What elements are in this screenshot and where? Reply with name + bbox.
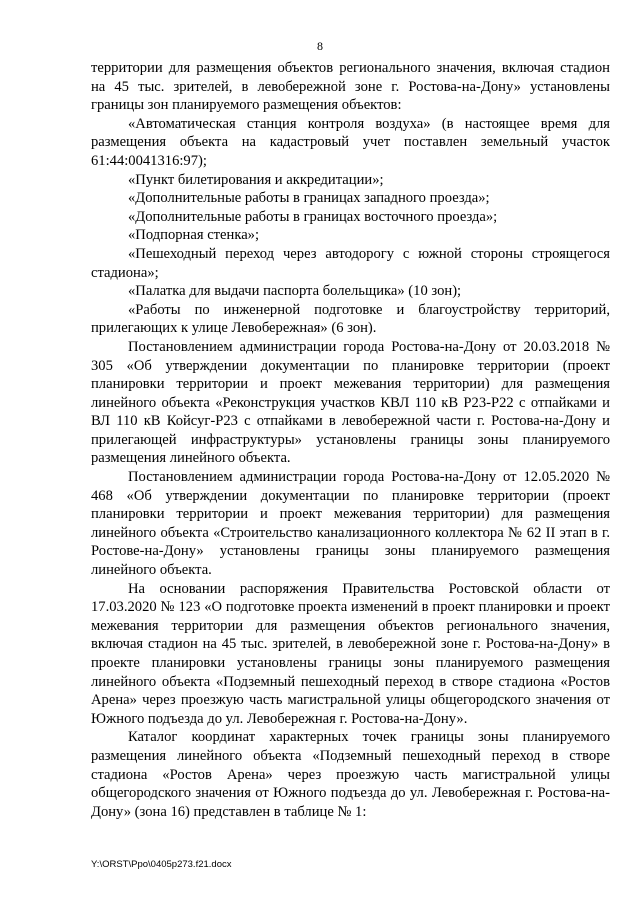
document-body xyxy=(91,59,610,821)
footer-file-path: Y:\ORST\Ppo\0405p273.f21.docx xyxy=(91,859,232,870)
paragraph: Каталог координат характерных точек границы зоны планируемого размещения линейного объекта «Подземный пешеходный переход в створе стадиона «Ростов Арена» через проезжую часть магистральной улицы общегородского значения от Южного подъезда до ул. Левобережная г. Ростова-на-Дону» (зона 16) представлен в таблице № 1: xyxy=(91,729,610,820)
paragraph: «Автоматическая станция контроля воздуха» (в настоящее время для размещения объекта на кадастровый учет поставлен земельный участок 61:44:0041316:97); xyxy=(91,115,610,169)
paragraph: На основании распоряжения Правительства Ростовской области от 17.03.2020 № 123 «О подготовке проекта изменений в проект планировки и проект межевания территории для размещения объектов регионального значения, включая стадион на 45 тыс. зрителей, в левобережной зоне г. Ростова-на-Дону» в проекте планировки установлены границы зоны планируемого размещения линейного объекта «Подземный пешеходный переход в створе стадиона «Ростов Арена» через проезжую часть магистральной улицы общегородского значения от Южного подъезда до ул. Левобережная г. Ростова-на-Дону». xyxy=(91,580,610,727)
paragraph: территории для размещения объектов регионального значения, включая стадион на 45 тыс. зрителей, в левобережной зоне г. Ростова-на-Дону» установлены границы зон планируемого размещения объектов: xyxy=(91,60,610,114)
paragraph: Постановлением администрации города Ростова-на-Дону от 12.05.2020 № 468 «Об утверждении документации по планировке территории (проект планировки территории и проект межевания территории) для размещения линейного объекта «Строительство канализационного коллектора № 62 II этап в г. Ростове-на-Дону» установлены границы зоны планируемого размещения линейного объекта. xyxy=(91,469,610,579)
paragraph: «Работы по инженерной подготовке и благоустройству территорий, прилегающих к улице Левобережная» (6 зон). xyxy=(91,301,610,337)
paragraph: «Пункт билетирования и аккредитации»; xyxy=(128,171,384,188)
paragraph: Постановлением администрации города Ростова-на-Дону от 20.03.2018 № 305 «Об утверждении документации по планировке территории (проект планировки территории и проект межевания территории) для размещения линейного объекта «Реконструкция участков КВЛ 110 кВ Р23-Р22 с отпайками и ВЛ 110 кВ Койсуг-Р23 с отпайками в левобережной части г. Ростова-на-Дону и прилегающей инфраструктуры» установлены границы зоны планируемого размещения линейного объекта. xyxy=(91,338,610,467)
paragraph: «Палатка для выдачи паспорта болельщика» (10 зон); xyxy=(128,283,462,300)
paragraph: «Пешеходный переход через автодорогу с южной стороны строящегося стадиона»; xyxy=(91,245,610,281)
paragraph: «Дополнительные работы в границах западного проезда»; xyxy=(128,190,490,207)
paragraph: «Подпорная стенка»; xyxy=(128,227,260,244)
page-number: 8 xyxy=(317,39,323,53)
paragraph: «Дополнительные работы в границах восточного проезда»; xyxy=(128,208,498,225)
